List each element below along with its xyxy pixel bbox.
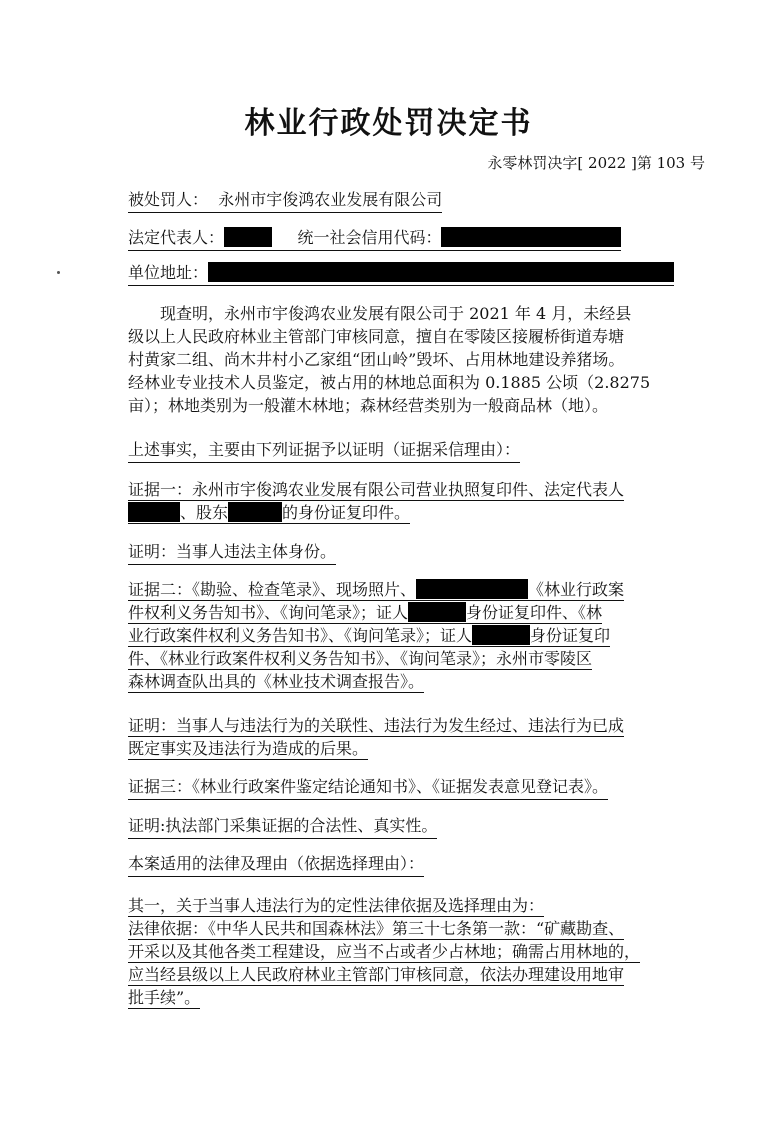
law-line: 其一，关于当事人违法行为的定性法律依据及选择理由为：	[128, 896, 545, 915]
law-line: 法律依据：《中华人民共和国森林法》第三十七条第一款：“矿藏勘查、	[128, 919, 625, 938]
evidence-two	[128, 578, 708, 693]
evidence-two-text: 件权利义务告知书》、《询问笔录》；证人	[128, 603, 409, 622]
law-paragraph	[128, 894, 708, 1009]
law-intro: 本案适用的法律及理由（依据选择理由）：	[128, 853, 424, 877]
facts-line: 村黄家二组、尚木井村小乙家组“团山岭”毁坏、占用林地建设养猪场。	[128, 350, 625, 369]
redaction-block	[416, 579, 528, 599]
evidence-two-text: 《林业行政案	[528, 580, 625, 599]
law-line: 应当经县级以上人民政府林业主管部门审核同意，依法办理建设用地审	[128, 965, 625, 984]
evidence-two-text: 身份证复印件、《林	[466, 603, 603, 622]
proof-two-text: 既定事实及违法行为造成的后果。	[128, 739, 369, 758]
rep-label: 法定代表人：	[128, 228, 225, 247]
evidence-two-text: 件、《林业行政案件权利义务告知书》、《询问笔录》；永州市零陵区	[128, 649, 593, 668]
law-line: 批手续”。	[128, 988, 201, 1007]
evidence-one-text: 、股东	[180, 503, 229, 522]
penalized-party-line	[128, 189, 442, 213]
evidence-one-text: 证据一：永州市宇俊鸿农业发展有限公司营业执照复印件、法定代表人	[128, 480, 625, 499]
proof-three: 证明:执法部门采集证据的合法性、真实性。	[128, 815, 437, 839]
law-line: 开采以及其他各类工程建设，应当不占或者少占林地；确需占用林地的，	[128, 942, 641, 961]
facts-line: 亩）；林地类别为一般灌木林地；森林经营类别为一般商品林（地）。	[128, 396, 609, 415]
facts-line: 经林业专业技术人员鉴定，被占用的林地总面积为 0.1885 公顷（2.8275	[128, 373, 651, 392]
page-title: 林业行政处罚决定书	[244, 106, 533, 141]
scan-speck	[57, 271, 60, 274]
redaction-block	[472, 625, 530, 645]
redaction-block	[208, 262, 674, 282]
address-label: 单位地址：	[128, 263, 209, 282]
evidence-two-text: 森林调查队出具的《林业技术调查报告》。	[128, 672, 425, 691]
proof-one: 证明：当事人违法主体身份。	[128, 541, 336, 565]
facts-line: 级以上人民政府林业主管部门审核同意，擅自在零陵区接履桥街道寿塘	[128, 327, 625, 346]
evidence-two-text: 证据二：《勘验、检查笔录》、现场照片、	[128, 580, 417, 599]
facts-paragraph	[128, 302, 708, 417]
proof-two	[128, 714, 708, 760]
evidence-two-text: 业行政案件权利义务告知书》、《询问笔录》；证人	[128, 626, 473, 645]
redaction-block	[224, 227, 272, 247]
credit-code-label: 统一社会信用代码：	[297, 228, 442, 247]
evidence-three: 证据三：《林业行政案件鉴定结论通知书》、《证据发表意见登记表》。	[128, 776, 608, 800]
document-number: 永零林罚决字[ 2022 ]第 103 号	[487, 154, 705, 172]
address-line	[128, 262, 674, 286]
representative-line	[128, 227, 621, 251]
redaction-block	[228, 502, 282, 522]
facts-line: 现查明，永州市宇俊鸿农业发展有限公司于 2021 年 4 月，未经县	[160, 304, 632, 323]
penalized-label: 被处罚人：	[128, 190, 209, 209]
evidence-two-text: 身份证复印	[530, 626, 611, 645]
evidence-one-text: 的身份证复印件。	[282, 503, 411, 522]
redaction-block	[128, 502, 180, 522]
redaction-block	[408, 602, 466, 622]
proof-two-text: 证明：当事人与违法行为的关联性、违法行为发生经过、违法行为已成	[128, 716, 625, 735]
evidence-intro: 上述事实，主要由下列证据予以证明（证据采信理由）：	[128, 439, 520, 463]
penalized-value: 永州市宇俊鸿农业发展有限公司	[218, 190, 443, 209]
redaction-block	[441, 227, 621, 247]
evidence-one	[128, 478, 708, 524]
